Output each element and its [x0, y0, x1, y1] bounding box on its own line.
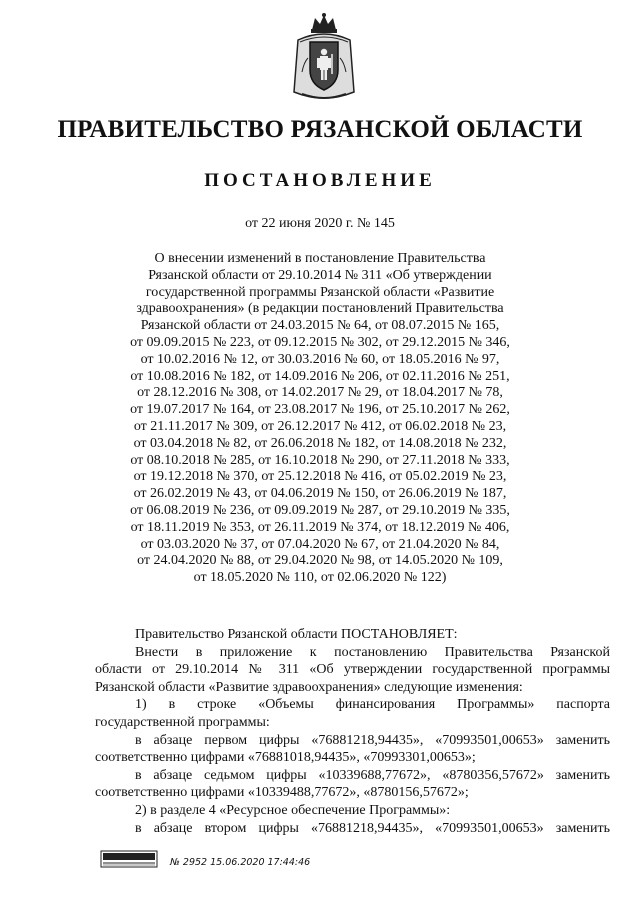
resolves-line: Правительство Рязанской области ПОСТАНОВЛЯЕТ: [135, 627, 458, 642]
subject-line: от 10.02.2016 № 12, от 30.03.2016 № 60, от 18.05.2016 № 97, [140, 351, 500, 367]
subject-line: от 21.11.2017 № 309, от 26.12.2017 № 412, от 06.02.2018 № 23, [133, 418, 507, 434]
subject-line: от 18.05.2020 № 110, от 02.06.2020 № 122) [193, 570, 447, 586]
subject-line: О внесении изменений в постановление Правительства [154, 251, 486, 266]
body-paragraph-line: в абзаце седьмом цифры «10339688,77672», «8780356,57672» заменить [135, 767, 610, 783]
subject-line: от 19.12.2018 № 370, от 25.12.2018 № 416, от 05.02.2019 № 23, [133, 469, 507, 485]
subject-line: от 24.04.2020 № 88, от 29.04.2020 № 98, от 14.05.2020 № 109, [137, 553, 503, 569]
subject-line: от 09.09.2015 № 223, от 09.12.2015 № 302, от 29.12.2015 № 346, [130, 334, 510, 350]
subject-line: от 03.03.2020 № 37, от 07.04.2020 № 67, от 21.04.2020 № 84, [140, 536, 500, 552]
body-paragraph-line: Рязанской области «Развитие здравоохранения» следующие изменения: [95, 679, 523, 695]
subject-line: от 19.07.2017 № 164, от 23.08.2017 № 196, от 25.10.2017 № 262, [130, 402, 510, 418]
subject-line: от 18.11.2019 № 353, от 26.11.2019 № 374, от 18.12.2019 № 406, [130, 519, 510, 535]
subject-line: от 06.08.2019 № 236, от 09.09.2019 № 287, от 29.10.2019 № 335, [130, 502, 510, 518]
body-paragraph-line: в абзаце первом цифры «76881218,94435», «70993501,00653» заменить [135, 732, 610, 748]
body-paragraph-line: 2) в разделе 4 «Ресурсное обеспечение Программы»: [135, 802, 451, 818]
document-date-number: от 22 июня 2020 г. № 145 [245, 216, 395, 231]
body-paragraph-line: соответственно цифрами «76881018,94435», «70993301,00653»; [95, 750, 476, 766]
government-title: ПРАВИТЕЛЬСТВО РЯЗАНСКОЙ ОБЛАСТИ [57, 116, 583, 143]
body-paragraph-line: соответственно цифрами «10339488,77672», «8780156,57672»; [95, 785, 469, 801]
document-footer [100, 849, 400, 873]
registration-reference: № 2952 15.06.2020 17:44:46 [170, 857, 311, 868]
subject-line: от 26.02.2019 № 43, от 04.06.2019 № 150, от 26.06.2019 № 187, [133, 486, 507, 502]
subject-line: от 08.10.2018 № 285, от 16.10.2018 № 290, от 27.11.2018 № 333, [130, 452, 510, 468]
body-paragraph-line: Внести в приложение к постановлению Правительства Рязанской [135, 644, 610, 660]
subject-line: государственной программы Рязанской области «Развитие [145, 284, 495, 300]
body-paragraph-line: государственной программы: [95, 714, 270, 730]
subject-line: Рязанской области от 29.10.2014 № 311 «Об утверждении [148, 267, 492, 283]
subject-line: Рязанской области от 24.03.2015 № 64, от 08.07.2015 № 165, [140, 318, 500, 334]
subject-line: от 28.12.2016 № 308, от 14.02.2017 № 29, от 18.04.2017 № 78, [137, 385, 503, 401]
coat-of-arms-icon [288, 12, 360, 104]
document-body [95, 626, 610, 837]
printing-stamp-icon [100, 849, 158, 869]
body-paragraph-line: 1) в строке «Объемы финансирования Программы» паспорта [135, 697, 610, 713]
body-paragraph-line: в абзаце втором цифры «76881218,94435», «70993501,00653» заменить [135, 820, 610, 836]
document-subject [100, 251, 540, 587]
document-type: ПОСТАНОВЛЕНИЕ [204, 170, 436, 191]
subject-line: от 03.04.2018 № 82, от 26.06.2018 № 182, от 14.08.2018 № 232, [133, 435, 507, 451]
subject-line: здравоохранения» (в редакции постановлений Правительства [136, 301, 504, 317]
body-paragraph-line: области от 29.10.2014 № 311 «Об утверждении государственной программы [95, 662, 610, 678]
subject-line: от 10.08.2016 № 182, от 14.09.2016 № 206, от 02.11.2016 № 251, [130, 368, 510, 384]
